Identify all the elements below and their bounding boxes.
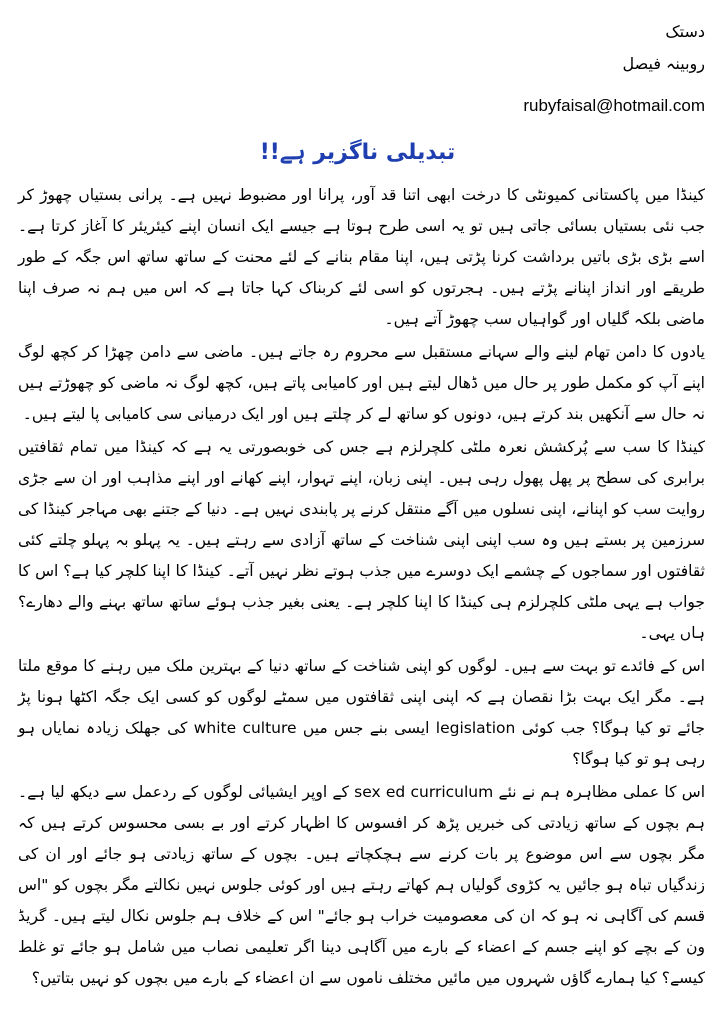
paragraph-1: کینڈا میں پاکستانی کمیونٹی کا درخت ابھی اتنا قد آور، پرانا اور مضبوط نہیں ہے۔ پرانی بستیاں چھوڑ کر جب نئی بستیاں بسائی جاتی ہیں تو یہ اسی طرح ہوتا ہے جیسے ایک انسان اپنے کیئریئر کا آغاز کرتا ہے۔ اسے بڑی بڑی باتیں برداشت کرنا پڑتی ہیں، اپنا مقام بنانے کے لئے محنت کے ساتھ ساتھ اس جگہ کے طور طریقے اور انداز اپنانے پڑتے ہیں۔ ہجرتوں کو اسی لئے کربناک کہا جاتا ہے کہ اس میں ہم نہ صرف اپنا ماضی بلکہ گلیاں اور گواہیاں سب چھوڑ آتے ہیں۔ [18,186,705,328]
article-body [18,180,705,996]
article-title: تبدیلی ناگزیر ہے!! [259,140,456,165]
paragraph-5: اس کا عملی مظاہرہ ہم نے نئے sex ed curriculum کے اوپر ایشیائی لوگوں کے ردعمل سے دیکھ لیا ہے۔ ہم بچوں کے ساتھ زیادتی کی خبریں پڑھ کر افسوس کا اظہار کرتے اور بے بسی محسوس کرتے ہیں کہ مگر بچوں سے اس موضوع پر بات کرنے سے ہچکچاتے ہیں۔ بچوں کے ساتھ زیادتی ہو جائے اور ان کی زندگیاں تباہ ہو جائیں یہ کڑوی گولیاں ہم کھاتے رہتے ہیں اور کوئی جلوس نہیں نکالتے مگر بچوں کو "اس قسم کی آگاہی نہ ہو کہ ان کی معصومیت خراب ہو جائے" اس کے خلاف ہم جلوس نکال لیتے ہیں۔ گریڈ ون کے بچے کو اپنے جسم کے اعضاء کے بارے میں آگاہی دینا اگر تعلیمی نصاب میں شامل ہو جائے تو غلط کیسے؟ کیا ہمارے گاؤں شہروں میں مائیں مختلف ناموں سے ان اعضاء کے بارے میں بچوں کو نہیں بتاتیں؟ [18,783,705,987]
author-name: روبینہ فیصل [622,54,705,73]
paragraph-2: یادوں کا دامن تھام لینے والے سہانے مستقبل سے محروم رہ جاتے ہیں۔ ماضی سے دامن چھڑا کر کچھ لوگ اپنے آپ کو مکمل طور پر حال میں ڈھال لیتے ہیں اور کامیابی پاتے ہیں، کچھ لوگ نہ ماضی کو چھوڑتے ہیں نہ حال سے آنکھیں بند کرتے ہیں، دونوں کو ساتھ لے کر چلتے ہیں اور ایک درمیانی سی کامیابی پا لیتے ہیں۔ [18,343,705,423]
paragraph-4: اس کے فائدے تو بہت سے ہیں۔ لوگوں کو اپنی شناخت کے ساتھ دنیا کے بہترین ملک میں رہنے کا موقع ملتا ہے۔ مگر ایک بہت بڑا نقصان ہے کہ اپنی اپنی ثقافتوں میں سمٹے لوگوں کو کسی ایک جگہ اکٹھا ہونا پڑ جائے تو کیا ہوگا؟ جب کوئی legislation ایسی بنے جس میں white culture کی جھلک زیادہ نمایاں ہو رہی ہو تو کیا ہوگا؟ [18,657,705,768]
source-name: دستک [665,22,705,41]
author-email[interactable]: rubyfaisal@hotmail.com [523,96,705,115]
paragraph-3: کینڈا کا سب سے پُرکشش نعرہ ملٹی کلچرلزم ہے جس کی خوبصورتی یہ ہے کہ کینڈا میں تمام ثقافتیں برابری کی سطح پر پھل پھول رہی ہیں۔ اپنی زبان، اپنے تہوار، اپنے کھانے اور اپنے مذاہب اور ان سے جڑی روایت سب کو اپنانے، اپنی نسلوں میں آگے منتقل کرنے پر پابندی نہیں ہے۔ دنیا کے جتنے بھی مہاجر کینڈا کی سرزمین پر بستے ہیں وہ سب اپنی اپنی شناخت کے ساتھ آزادی سے رہتے ہیں۔ یہ پہلو بہ پہلو چلتے کئی ثقافتوں اور سماجوں کے چشمے ایک دوسرے میں جذب ہوتے نظر نہیں آتے۔ کینڈا کا اپنا کلچر کیا ہے؟ اس کا جواب ہے یہی ملٹی کلچرلزم ہی کینڈا کا اپنا کلچر ہے۔ یعنی بغیر جذب ہوئے ساتھ ساتھ بہنے والے دھارے؟ ہاں یہی۔ [18,438,705,642]
article-header [623,16,706,80]
